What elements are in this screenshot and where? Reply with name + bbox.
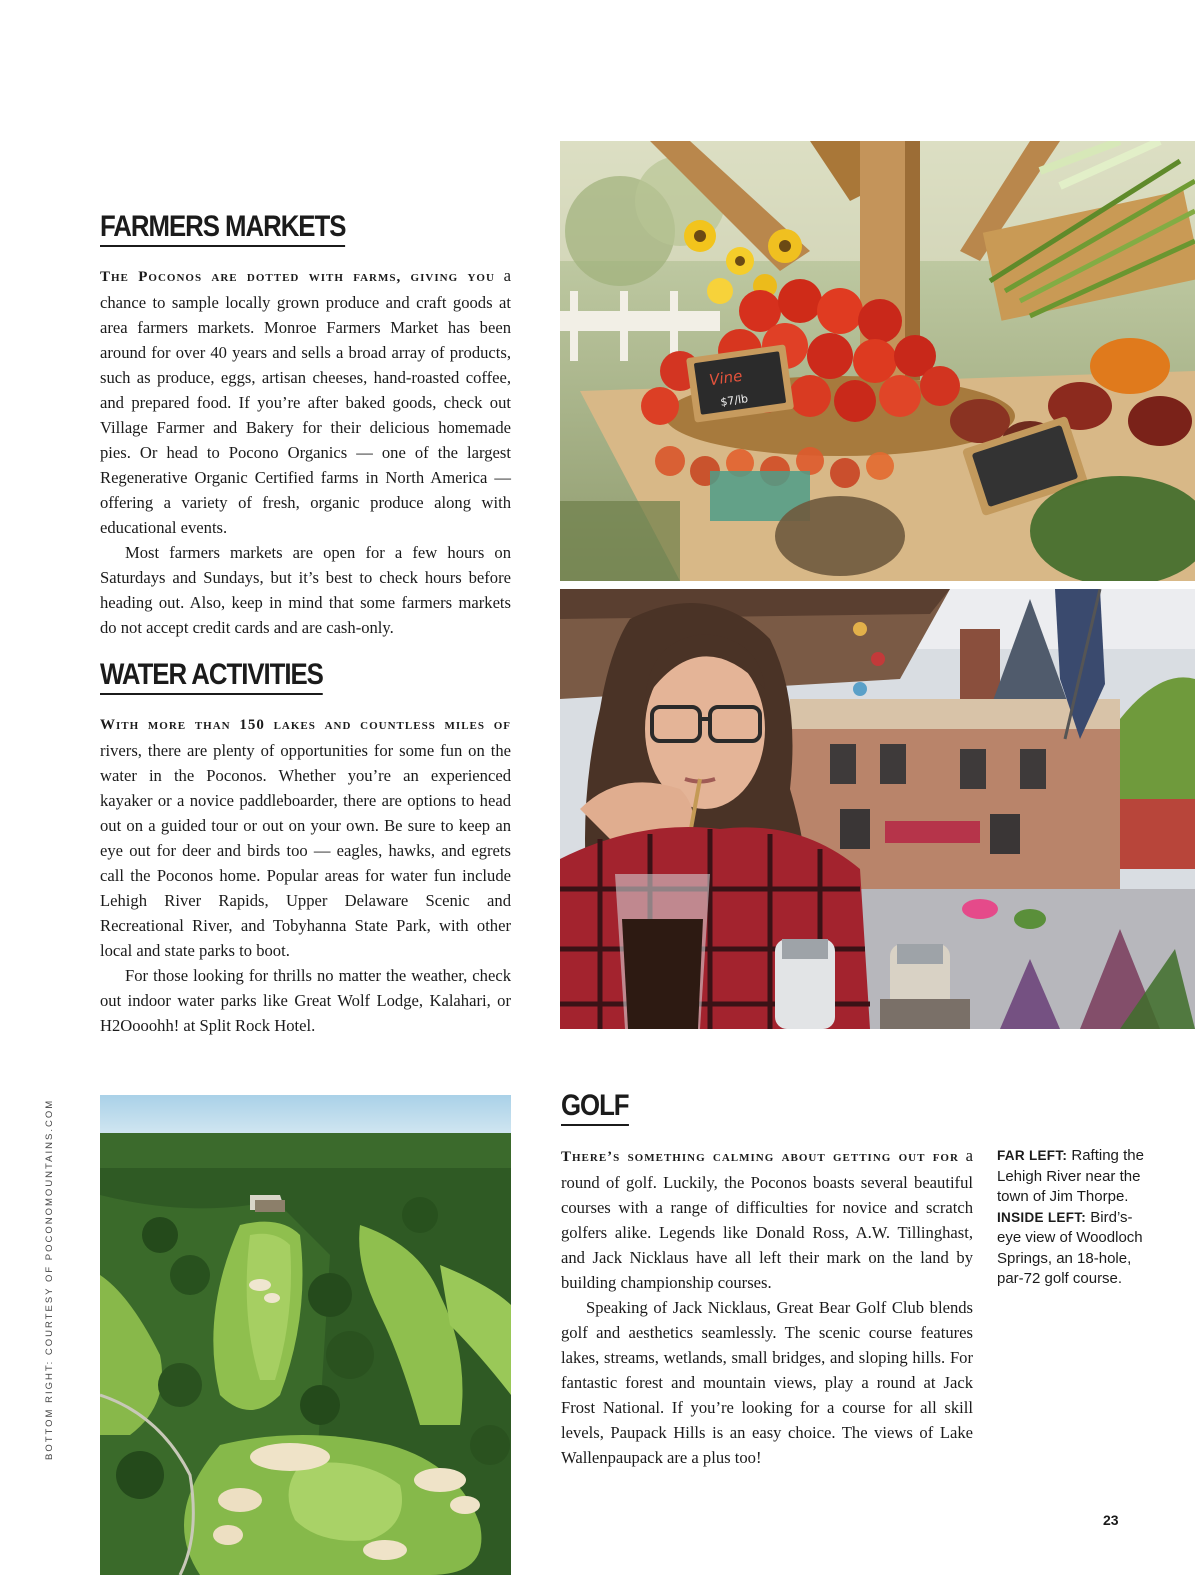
page-number: 23 [1103,1512,1119,1528]
golf-body [561,1143,973,1470]
farmers-lead: The Poconos are dotted with farms, giving you [100,269,495,285]
caption-label-far-left: FAR LEFT: [997,1148,1068,1163]
farmers-paragraph-1: a chance to sample locally grown produce and craft goods at area farmers markets. Monroe Farmers Market has been around for over 40 years and sells a broad array of products, such as produce, eggs, artisan cheeses, hand-roasted coffee, and prepared food. If you’re after baked goods, check out Village Farmer and Bakery for their delicious homemade pies. Or head to Pocono Organics — one of the largest Regenerative Organic Certified farms in North America — offering a variety of fresh, organic produce along with educational events. [100,266,511,537]
water-paragraph-1: rivers, there are plenty of opportunities for some fun on the water in the Poconos. Whether you’re an experienced kayaker or a novice paddleboarder, there are options to head out on a guided tour or out on your own. Be sure to keep an eye out for deer and birds too — eagles, hawks, and egrets call the Poconos home. Popular areas for water fun include Lehigh River Rapids, Upper Delaware Scenic and Recreational River, and Tobyhanna State Park, with other local and state parks to boot. [100,741,511,960]
golf-lead: There’s something calming about getting out for [561,1149,959,1165]
farmers-paragraph-2: Most farmers markets are open for a few hours on Saturdays and Sundays, but it’s best to check hours before heading out. Also, keep in mind that some farmers markets do not accept credit cards and are cash-only. [100,543,511,637]
water-lead: With more than 150 lakes and countless miles of [100,717,511,733]
water-activities-body [100,711,511,1038]
caption-text-inside-left: Bird’s-eye view of Woodloch Springs, an 18-hole, par-72 golf course. [997,1208,1143,1287]
golf-paragraph-2: Speaking of Jack Nicklaus, Great Bear Golf Club blends golf and aesthetics seamlessly. The scenic course features lakes, streams, wetlands, small bridges, and sloping hills. For fantastic forest and mountain views, play a round at Jack Frost National. If you’re looking for a course for all skill levels, Paupack Hills is an easy choice. The views of Lake Wallenpaupack are a plus too! [561,1298,973,1467]
price-sign-word: Vine [708,366,744,390]
farmers-markets-heading: FARMERS MARKETS [100,212,345,247]
water-activities-heading: WATER ACTIVITIES [100,660,323,695]
caption-text-far-left: Rafting the Lehigh River near the town of Jim Thorpe. [997,1147,1144,1205]
photo-caption [997,1146,1147,1290]
farmers-markets-body [100,263,511,640]
photo-credit: BOTTOM RIGHT: COURTESY OF POCONOMOUNTAINS.COM [44,1098,55,1460]
caption-label-inside-left: INSIDE LEFT: [997,1209,1087,1225]
girl-with-drink-photo [560,589,1195,1029]
golf-paragraph-1: a round of golf. Luckily, the Poconos boasts several beautiful courses with a range of difficulties for novice and scratch golfers alike. Legends like Donald Ross, A.W. Tillinghast, and Jack Nicklaus have all left their mark on the land by building championship courses. [561,1146,973,1292]
golf-course-aerial-photo [100,1095,511,1575]
price-sign-price: $7/lb [719,392,749,409]
water-paragraph-2: For those looking for thrills no matter the weather, check out indoor water parks like Great Wolf Lodge, Kalahari, or H2Oooohh! at Split Rock Hotel. [100,966,511,1035]
farmers-market-photo [560,141,1195,581]
golf-heading: GOLF [561,1091,629,1126]
